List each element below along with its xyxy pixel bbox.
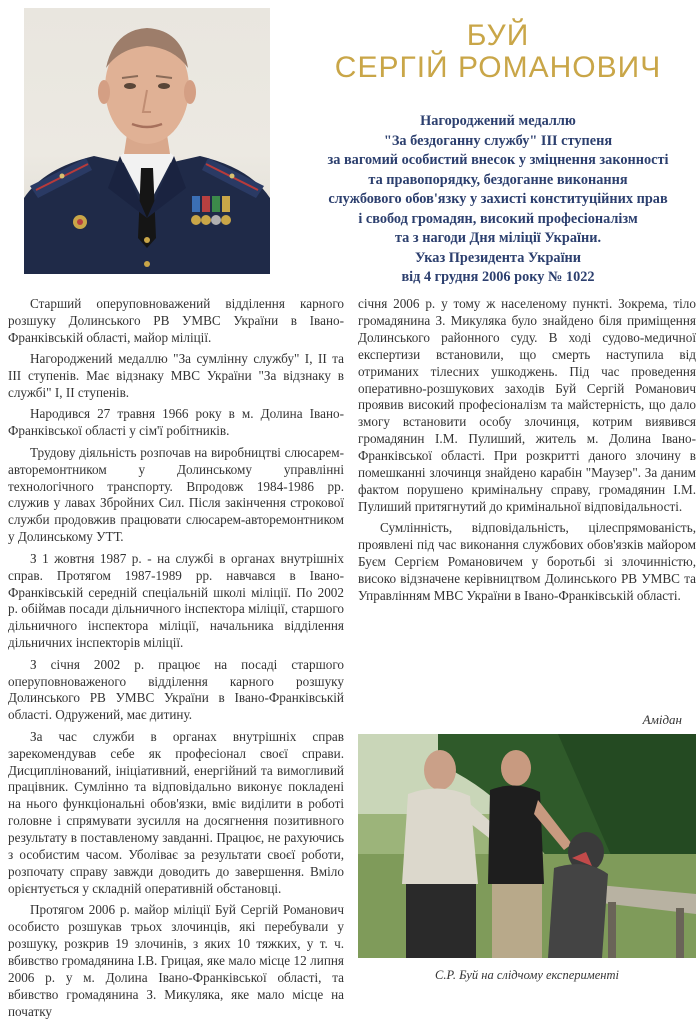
person-name bbox=[300, 20, 696, 84]
paragraph: Сумлінність, відповідальність, цілеспрямованість, проявлені під час виконання службових обов'язків майором Буєм Сергієм Романовичем у боротьбі зі злочинністю, високо відзначене керівництвом Долинського РВ УМВС та Управлінням МВС України в Івано-Франківській області. bbox=[358, 520, 696, 603]
award-line: за вагомий особистий внесок у зміцнення законності bbox=[327, 152, 669, 168]
photo-caption: С.Р. Буй на слідчому експерименті bbox=[435, 968, 619, 982]
paragraph: За час служби в органах внутрішніх справ зарекомендував себе як професіонал своєї справи. Дисциплінований, ініціативний, енергійний та вимогливий працівник. Сумлінно та відповідально виконує покладені на нього функціональні обов'язки, вміє виділити в роботі головне і спрямувати зусилля на досягнення позитивного результату в поставленому завданні. Працює, не рахуючись з особистим часом. Уболіває за результати своєї роботи, розпочату справу завжди доводить до завершення. Вміло орієнтується у складній оперативній обстановці. bbox=[8, 728, 344, 896]
investigation-photo bbox=[358, 734, 696, 958]
paragraph: Народився 27 травня 1966 року в м. Долина Івано-Франківської області у сім'ї робітників. bbox=[8, 406, 344, 439]
award-line: "За бездоганну службу" III ступеня bbox=[383, 132, 613, 149]
biography-right-column bbox=[358, 296, 696, 609]
paragraph: З січня 2002 р. працює на посаді старшого оперуповноваженого відділення карного розшуку Долинського РВ УМВС України в Івано-Франківській області. Одружений, має дитину. bbox=[8, 656, 344, 723]
portrait-photo bbox=[24, 8, 270, 274]
award-line: від 4 грудня 2006 року № 1022 bbox=[401, 269, 595, 285]
award-line: і свобод громадян, високий професіоналізм bbox=[358, 210, 638, 227]
paragraph: січня 2006 р. у тому ж населеному пункті. Зокрема, тіло громадянина З. Микуляка було знайдено біля приміщення Долинського районного суду. В ході судово-медичної експертизи встановили, що смерть наступила від отриманих тілесних ушкоджень. Під час проведення оперативно-розшукових заходів Буй Сергій Романович проявив високий професіоналізм та майстерність, що дало змогу встановити особу злочинця, котрим виявився громадянин І.М. Пулиший, житель м. Долина Івано-Франківської області. При розкритті даного злочину в помешканні злочинця знайдено карабін "Маузер". За даним фактом порушено кримінальну справу, громадянин І.М. Пулиший притягнутий до кримінальної відповідальності. bbox=[358, 296, 696, 514]
paragraph: Нагороджений медаллю "За сумлінну службу" I, II та III ступенів. Має відзнаку МВС України "За відзнаку в службі" I, II ступенів. bbox=[8, 351, 344, 401]
paragraph: Трудову діяльність розпочав на виробництві слюсарем-авторемонтником у Долинському управлінні технологічного транспорту. Впродовж 1984-1986 рр. служив у лавах Збройних Сил. Після закінчення строкової служби продовжив працювати слюсарем-авторемонтником у Долинському УТТ. bbox=[8, 444, 344, 545]
award-line: Указ Президента України bbox=[414, 249, 582, 266]
surname: БУЙ bbox=[466, 19, 530, 52]
award-statement bbox=[296, 112, 700, 288]
paragraph: Протягом 2006 р. майор міліції Буй Сергій Романович особисто розшукав трьох злочинців, які перебували у розшуку, розкрив 19 злочинів, з яких 10 тяжких, у т. ч. вбивство громадянина І.В. Грицая, яке мало місце 12 липня 2006 р. у м. Долина Івано-Франківської області, та вбивство громадянина З. Микуляка, яке мало місце на початку bbox=[8, 902, 344, 1019]
biography-left-column bbox=[8, 296, 344, 1025]
given-names: СЕРГІЙ РОМАНОВИЧ bbox=[334, 51, 662, 84]
award-line: Нагороджений медаллю bbox=[420, 113, 576, 129]
award-line: та правопорядку, бездоганне виконання bbox=[368, 171, 628, 188]
award-line: та з нагоди Дня міліції України. bbox=[394, 230, 602, 246]
paragraph: Старший оперуповноважений відділення карного розшуку Долинського РВ УМВС України в Івано-Франківській області, майор міліції. bbox=[8, 296, 344, 345]
paragraph: З 1 жовтня 1987 р. - на службі в органах внутрішніх справ. Протягом 1987-1989 рр. навчався в Івано-Франківській середній спеціальній школі міліції. По 2002 р. обіймав посади дільничного інспектора міліції, старшого дільничного інспектора міліції, начальника відділення дільничних інспекторів міліції. bbox=[8, 550, 344, 651]
author-signature: Амідан bbox=[642, 712, 682, 727]
award-line: службового обов'язку у захисті конституційних прав bbox=[328, 191, 668, 207]
